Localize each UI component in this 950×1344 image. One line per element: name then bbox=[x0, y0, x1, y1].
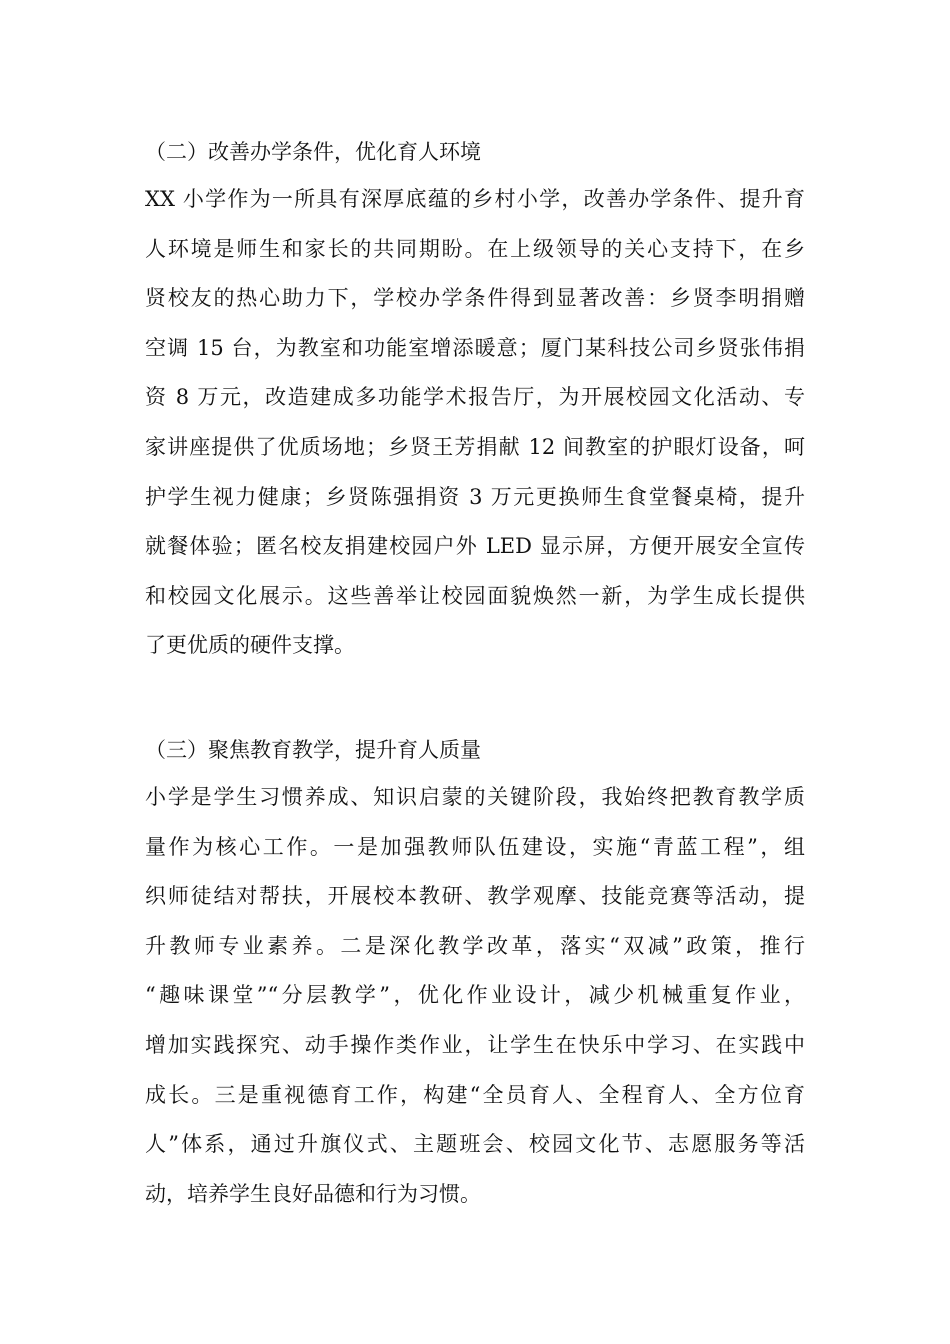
paragraph-line: XX 小学作为一所具有深厚底蕴的乡村小学，改善办学条件、提升育 bbox=[145, 187, 805, 211]
paragraph-line: 贤校友的热心助力下，学校办学条件得到显著改善：乡贤李明捐赠 bbox=[145, 286, 805, 311]
section-heading-teaching-quality: （三）聚焦教育教学，提升育人质量 bbox=[145, 738, 481, 762]
section-body-improve-conditions bbox=[145, 175, 805, 671]
paragraph-line: 人环境是师生和家长的共同期盼。在上级领导的关心支持下，在乡 bbox=[145, 236, 805, 261]
paragraph-line: “趣味课堂”“分层教学”，优化作业设计，减少机械重复作业， bbox=[145, 983, 805, 1008]
paragraph-line: 了更优质的硬件支撑。 bbox=[145, 633, 355, 658]
paragraph-line: 升教师专业素养。二是深化教学改革，落实“双减”政策，推行 bbox=[145, 933, 805, 958]
paragraph-line: 人”体系，通过升旗仪式、主题班会、校园文化节、志愿服务等活 bbox=[145, 1132, 805, 1157]
paragraph-line: 织师徒结对帮扶，开展校本教研、教学观摩、技能竞赛等活动，提 bbox=[145, 884, 805, 909]
paragraph-line: 护学生视力健康；乡贤陈强捐资 3 万元更换师生食堂餐桌椅，提升 bbox=[145, 484, 805, 509]
paragraph-line: 成长。三是重视德育工作，构建“全员育人、全程育人、全方位育 bbox=[145, 1082, 805, 1107]
paragraph-line: 资 8 万元，改造建成多功能学术报告厅，为开展校园文化活动、专 bbox=[145, 385, 805, 410]
paragraph-line: 就餐体验；匿名校友捐建校园户外 LED 显示屏，方便开展安全宣传 bbox=[145, 534, 805, 559]
paragraph-line: 空调 15 台，为教室和功能室增添暖意；厦门某科技公司乡贤张伟捐 bbox=[145, 335, 805, 360]
paragraph-line: 家讲座提供了优质场地；乡贤王芳捐献 12 间教室的护眼灯设备，呵 bbox=[145, 434, 805, 459]
paragraph-line: 和校园文化展示。这些善举让校园面貌焕然一新，为学生成长提供 bbox=[145, 583, 805, 608]
paragraph-line: 动，培养学生良好品德和行为习惯。 bbox=[145, 1181, 481, 1206]
section-body-teaching-quality bbox=[145, 773, 805, 1219]
section-heading-improve-conditions: （二）改善办学条件，优化育人环境 bbox=[145, 140, 481, 164]
paragraph-line: 量作为核心工作。一是加强教师队伍建设，实施“青蓝工程”，组 bbox=[145, 834, 805, 859]
paragraph-line: 小学是学生习惯养成、知识启蒙的关键阶段，我始终把教育教学质 bbox=[145, 785, 805, 809]
paragraph-line: 增加实践探究、动手操作类作业，让学生在快乐中学习、在实践中 bbox=[145, 1032, 805, 1057]
